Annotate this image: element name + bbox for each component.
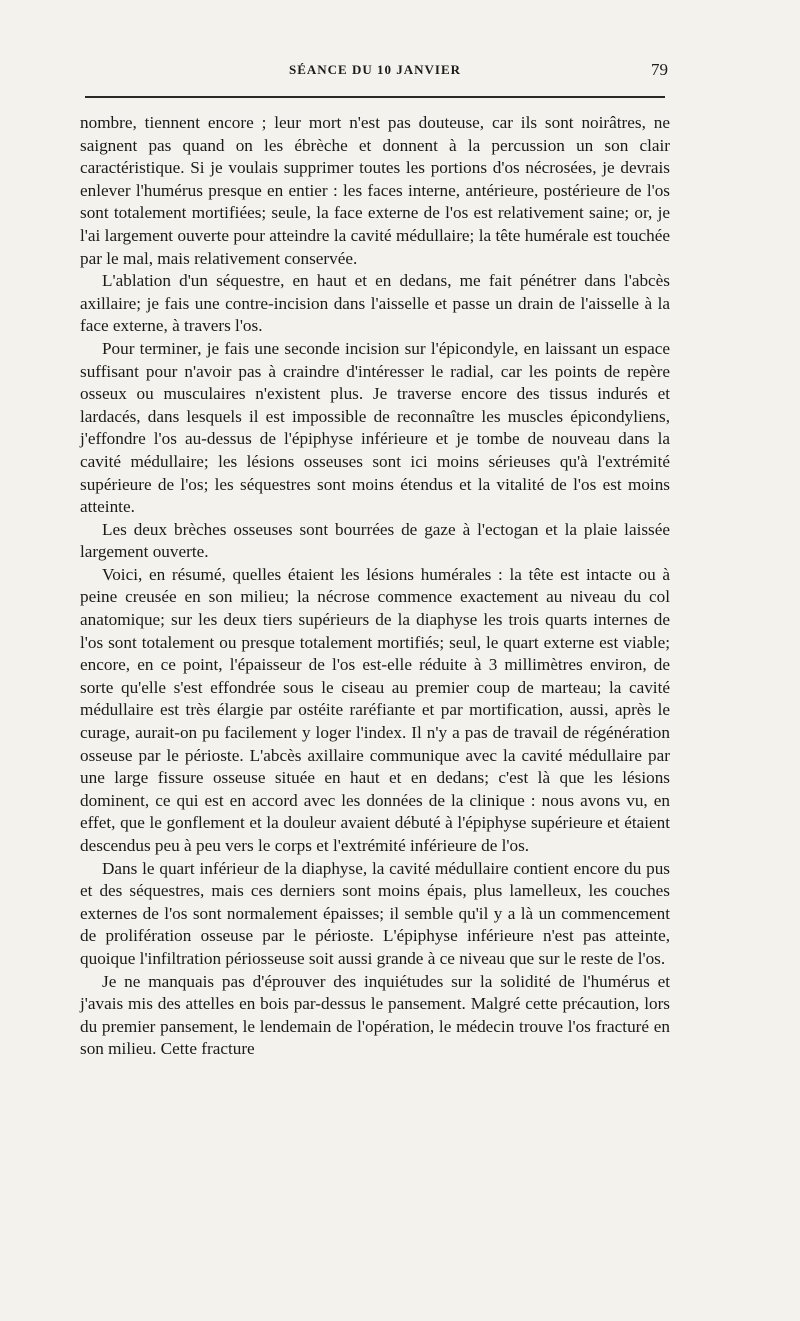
running-head <box>80 60 670 84</box>
paragraph-2: L'ablation d'un séquestre, en haut et en dedans, me fait pénétrer dans l'abcès axillaire; je fais une contre-incision dans l'aisselle et passe un drain de l'aisselle à la face externe, à travers l'os. <box>80 271 670 336</box>
paragraph-3: Pour terminer, je fais une seconde incision sur l'épicondyle, en laissant un espace suffisant pour n'avoir pas à craindre d'intéresser le radial, car les points de repère osseux ou musculaires n'existent plus. Je traverse encore des tissus indurés et lardacés, dans lesquels il est impossible de reconnaître les muscles épicondyliens, j'effondre l'os au-dessus de l'épiphyse inférieure et je tombe de nouveau dans la cavité médullaire; les lésions osseuses sont ici moins sérieuses qu'à l'extrémité supérieure de l'os; les séquestres sont moins étendus et la vitalité de l'os est moins atteinte. <box>80 338 670 517</box>
paragraph-6: Dans le quart inférieur de la diaphyse, la cavité médullaire contient encore du pus et des séquestres, mais ces derniers sont moins épais, plus lamelleux, les couches externes de l'os sont normalement épaisses; il semble qu'il y a là un commencement de prolifération osseuse par le périoste. L'épiphyse inférieure n'est pas atteinte, quoique l'infiltration périosseuse soit aussi grande à ce niveau que sur le reste de l'os. <box>80 858 670 968</box>
page-number: 79 <box>651 60 668 79</box>
paragraph-1: nombre, tiennent encore ; leur mort n'est pas douteuse, car ils sont noirâtres, ne saignent pas quand on les ébrèche et donnent à la percussion un son clair caractéristique. Si je voulais supprimer toutes les portions d'os nécrosées, je devrais enlever l'humérus presque en entier : les faces interne, antérieure, postérieure de l'os sont totalement mortifiées; seule, la face externe de l'os est relativement saine; or, je l'ai largement ouverte pour atteindre la cavité médullaire; la tête humérale est touchée par le mal, mais relativement conservée. <box>80 113 670 268</box>
paragraph-4: Les deux brèches osseuses sont bourrées de gaze à l'ectogan et la plaie laissée largement ouverte. <box>80 519 670 562</box>
body-text <box>80 112 670 1061</box>
book-page <box>80 0 670 1321</box>
paragraph-7: Je ne manquais pas d'éprouver des inquiétudes sur la solidité de l'humérus et j'avais mis des attelles en bois par-dessus le pansement. Malgré cette précaution, lors du premier pansement, le lendemain de l'opération, le médecin trouve l'os fracturé en son milieu. Cette fracture <box>80 971 670 1059</box>
paragraph-5: Voici, en résumé, quelles étaient les lésions humérales : la tête est intacte ou à peine creusée en son milieu; la nécrose commence exactement au niveau du col anatomique; sur les deux tiers supérieurs de la diaphyse les trois quarts internes de l'os sont totalement ou presque totalement mortifiés; seul, le quart externe est viable; encore, en ce point, l'épaisseur de l'os est-elle réduite à 3 millimètres environ, de sorte qu'elle s'est effondrée sous le ciseau au premier coup de marteau; la cavité médullaire est très élargie par ostéite raréfiante et par mortification, aussi, après le curage, aurait-on pu facilement y loger l'index. Il n'y a pas de travail de régénération osseuse par le périoste. L'abcès axillaire communique avec la cavité médullaire par une large fissure osseuse située en haut et en dedans; c'est là que les lésions dominent, ce qui est en accord avec les données de la clinique : nous avons vu, en effet, que le gonflement et la douleur avaient débuté à l'épiphyse supérieure et étaient descendus peu à peu vers le corps et l'extrémité inférieure de l'os. <box>80 564 670 855</box>
running-title: SÉANCE DU 10 JANVIER <box>288 62 462 77</box>
header-rule <box>85 96 665 98</box>
